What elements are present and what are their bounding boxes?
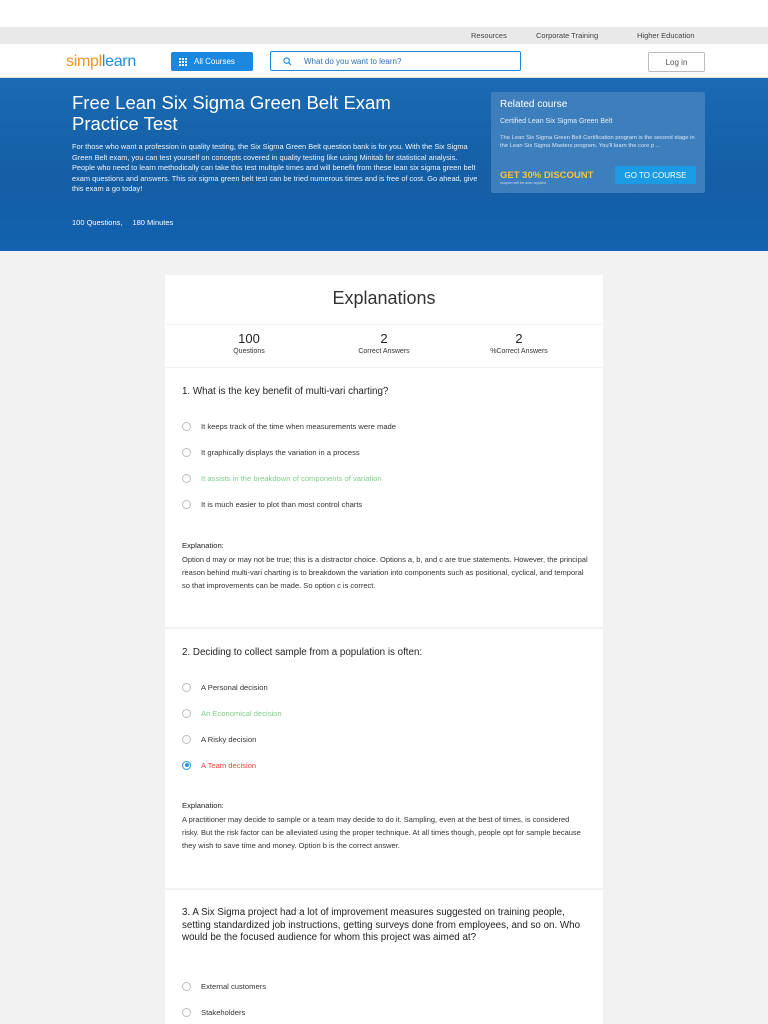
logo-text-part1: simpl [66, 53, 102, 70]
explanation-label: Explanation: [182, 801, 224, 810]
related-course-heading: Related course [500, 99, 568, 110]
related-course-description: The Lean Six Sigma Green Belt Certification program is the second stage in the Lean Six Sigma Masters program. You'll learn the core p ... [500, 135, 695, 149]
answer-option[interactable] [182, 421, 396, 431]
radio-button[interactable] [182, 1008, 191, 1017]
exam-description: For those who want a profession in quality testing, the Six Sigma Green Belt question bank is for you. With the Six Sigma Green Belt exam, you can test yourself on concepts covered in quality testing like using Minitab for statistical analysis. People who need to learn methodically can take this test multiple times and will benefit from these lean six sigma green belt exam questions and answers. This six sigma green belt test can be tried numerous times and is free of cost. Go ahead, give this exam a go today! [72, 142, 478, 194]
grid-icon [179, 58, 187, 66]
explanations-title: Explanations [332, 288, 436, 308]
search-input[interactable] [304, 57, 504, 66]
related-course-name[interactable]: Certified Lean Six Sigma Green Belt [500, 118, 613, 125]
stat-label: Questions [233, 348, 265, 355]
go-to-course-button[interactable]: GO TO COURSE [615, 166, 696, 184]
answer-option[interactable] [182, 981, 266, 991]
stat-questions [176, 332, 322, 355]
simplilearn-logo[interactable] [66, 53, 136, 71]
option-label: It assists in the breakdown of components of variation [201, 473, 382, 483]
option-label: It graphically displays the variation in a process [201, 447, 360, 457]
explanation-text: A practitioner may decide to sample or a team may decide to do it. Sampling, even at the best of times, is considered risky. But the risk factor can be alleviated using the proper technique. At all times though, people opt for sample because they wish to save time and money. Option b is the correct answer. [182, 815, 581, 850]
logo-text-part2: learn [101, 53, 136, 70]
nav-link-higher-education[interactable]: Higher Education [637, 31, 695, 40]
question-text: 3. A Six Sigma project had a lot of improvement measures suggested on training people, setting standardized job instructions, getting surveys done from employees, and so on. Who would be the focused audience for whom this project was aimed at? [182, 907, 581, 943]
search-icon [283, 57, 292, 66]
nav-link-resources[interactable]: Resources [471, 31, 507, 40]
option-label: External customers [201, 981, 266, 991]
stat-label: %Correct Answers [490, 348, 548, 355]
answer-option[interactable] [182, 682, 268, 692]
answer-option[interactable] [182, 1007, 245, 1017]
option-label: It is much easier to plot than most control charts [201, 499, 363, 509]
radio-button[interactable] [182, 683, 191, 692]
option-label: A Personal decision [201, 682, 268, 692]
question-text: 1. What is the key benefit of multi-vari charting? [182, 386, 389, 397]
option-label: A Risky decision [201, 734, 257, 744]
question-card [165, 629, 603, 888]
stat-percent-correct [446, 332, 592, 355]
nav-link-corporate-training[interactable]: Corporate Training [536, 31, 599, 40]
main-header [0, 44, 768, 78]
radio-button-selected[interactable] [182, 761, 191, 770]
option-label: A Team decision [201, 760, 257, 770]
login-button[interactable]: Log in [648, 52, 705, 72]
stat-value: 100 [238, 331, 260, 346]
radio-button[interactable] [182, 422, 191, 431]
option-label: It keeps track of the time when measurements were made [201, 421, 396, 431]
explanation-text: Option d may or may not be true; this is a distractor choice. Options a, b, and c are true statements. However, the principal reason behind multi-vari charting is to breakdown the variation into components such as positional, cyclical, and temporal so that improvements can be made. So option c is correct. [182, 555, 588, 590]
discount-note: coupon will be auto applied [500, 181, 546, 185]
related-course-panel [491, 92, 705, 193]
stat-label: Correct Answers [358, 348, 410, 355]
exam-meta [72, 218, 173, 227]
all-courses-label: All Courses [194, 57, 235, 66]
top-blank-strip [0, 0, 768, 27]
answer-option-correct[interactable] [182, 473, 382, 483]
questions-count: 100 Questions, [72, 218, 123, 227]
answer-option[interactable] [182, 499, 362, 509]
explanation-label: Explanation: [182, 541, 224, 550]
utility-nav [0, 27, 768, 44]
answer-option-selected-wrong[interactable] [182, 760, 256, 770]
answer-option-correct[interactable] [182, 708, 282, 718]
option-label: Stakeholders [201, 1007, 246, 1017]
question-text: 2. Deciding to collect sample from a population is often: [182, 647, 423, 658]
option-label: An Economical decision [201, 708, 282, 718]
question-card [165, 368, 603, 627]
radio-button[interactable] [182, 982, 191, 991]
stat-correct-answers [311, 332, 457, 355]
answer-option[interactable] [182, 447, 360, 457]
radio-button[interactable] [182, 448, 191, 457]
radio-button[interactable] [182, 735, 191, 744]
radio-button[interactable] [182, 500, 191, 509]
all-courses-button[interactable] [171, 52, 253, 71]
exam-duration: 180 Minutes [132, 218, 174, 227]
question-card [165, 890, 603, 1024]
stat-value: 2 [515, 331, 523, 346]
discount-label: GET 30% DISCOUNT [500, 170, 594, 181]
answer-option[interactable] [182, 734, 256, 744]
page-title: Free Lean Six Sigma Green Belt Exam Practice Test [72, 92, 391, 134]
radio-button[interactable] [182, 474, 191, 483]
search-box[interactable] [270, 51, 521, 71]
score-summary [165, 325, 603, 367]
stat-value: 2 [380, 331, 388, 346]
hero-banner [0, 78, 768, 251]
explanations-header [165, 275, 603, 324]
radio-button[interactable] [182, 709, 191, 718]
